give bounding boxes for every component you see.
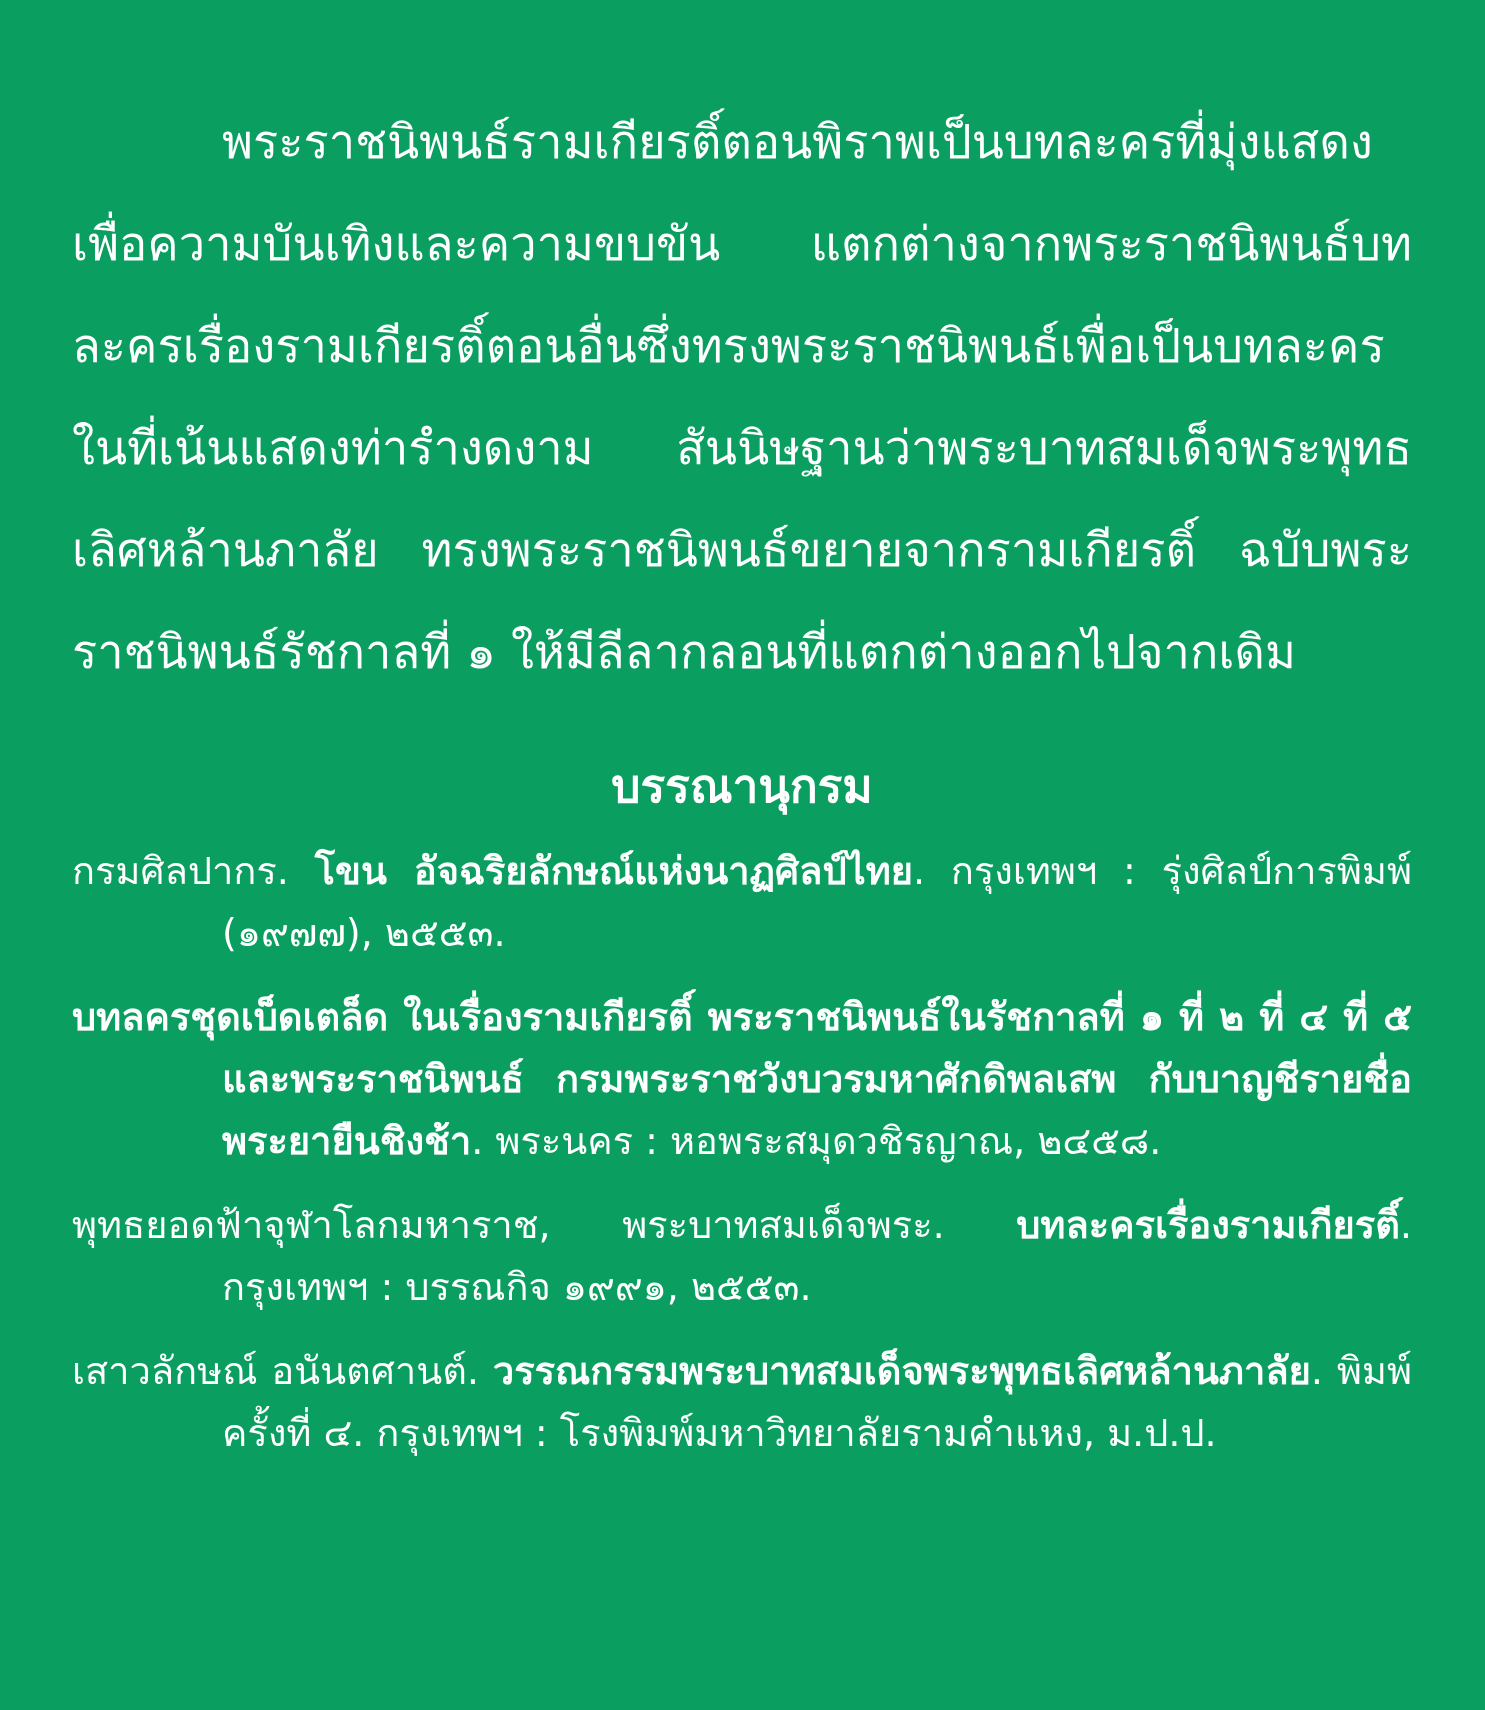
entry-title: โขน อัจฉริยลักษณ์แห่งนาฏศิลป์ไทย: [314, 849, 914, 893]
entry-title: บทลครชุดเบ็ดเตล็ด ในเรื่องรามเกียรติ์ พระราชนิพนธ์ในรัชกาลที่ ๑ ที่ ๒ ที่ ๔ ที่ ๕ และพระราชนิพนธ์ กรมพระราชวังบวรมหาศักดิพลเสพ กับบาญชีรายชื่อพระยายืนชิงช้า: [72, 995, 1412, 1163]
entry-title: วรรณกรรมพระบาทสมเด็จพระพุทธเลิศหล้านภาลัย: [492, 1349, 1311, 1393]
body-paragraph: พระราชนิพนธ์รามเกียรติ์ตอนพิราพเป็นบทละครที่มุ่งแสดงเพื่อความบันเทิงและความขบขัน แตกต่างจากพระราชนิพนธ์บทละครเรื่องรามเกียรติ์ตอนอื่นซึ่งทรงพระราชนิพนธ์เพื่อเป็นบทละครในที่เน้นแสดงท่ารำงดงาม สันนิษฐานว่าพระบาทสมเด็จพระพุทธเลิศหล้านภาลัย ทรงพระราชนิพนธ์ขยายจากรามเกียรติ์ ฉบับพระราชนิพนธ์รัชกาลที่ ๑ ให้มีลีลากลอนที่แตกต่างออกไปจากเดิม: [72, 115, 1412, 680]
bibliography-entry: [72, 840, 1412, 964]
entry-author: พุทธยอดฟ้าจุฬาโลกมหาราช, พระบาทสมเด็จพระ.: [72, 1203, 1017, 1247]
entry-author: เสาวลักษณ์ อนันตศานต์.: [72, 1349, 493, 1393]
entry-publication: . พระนคร : หอพระสมุดวชิรญาณ, ๒๔๕๘.: [471, 1119, 1162, 1163]
bibliography-list: [72, 840, 1412, 1464]
bibliography-heading: บรรณานุกรม: [611, 759, 873, 813]
entry-author: กรมศิลปากร.: [72, 849, 315, 893]
bibliography-entry: [72, 1340, 1412, 1464]
entry-publication: . กรุงเทพฯ : รุ่งศิลป์การพิมพ์ (๑๙๗๗), ๒๕๕๓.: [222, 849, 1412, 955]
bibliography-entry: [72, 986, 1412, 1172]
document-page: [72, 92, 1412, 1486]
entry-publication: . พิมพ์ครั้งที่ ๔. กรุงเทพฯ : โรงพิมพ์มหาวิทยาลัยรามคำแหง, ม.ป.ป.: [222, 1349, 1412, 1455]
bibliography-entry: [72, 1194, 1412, 1318]
entry-title: บทละครเรื่องรามเกียรติ์: [1016, 1203, 1400, 1247]
entry-publication: . กรุงเทพฯ : บรรณกิจ ๑๙๙๑, ๒๕๕๓.: [222, 1203, 1412, 1309]
